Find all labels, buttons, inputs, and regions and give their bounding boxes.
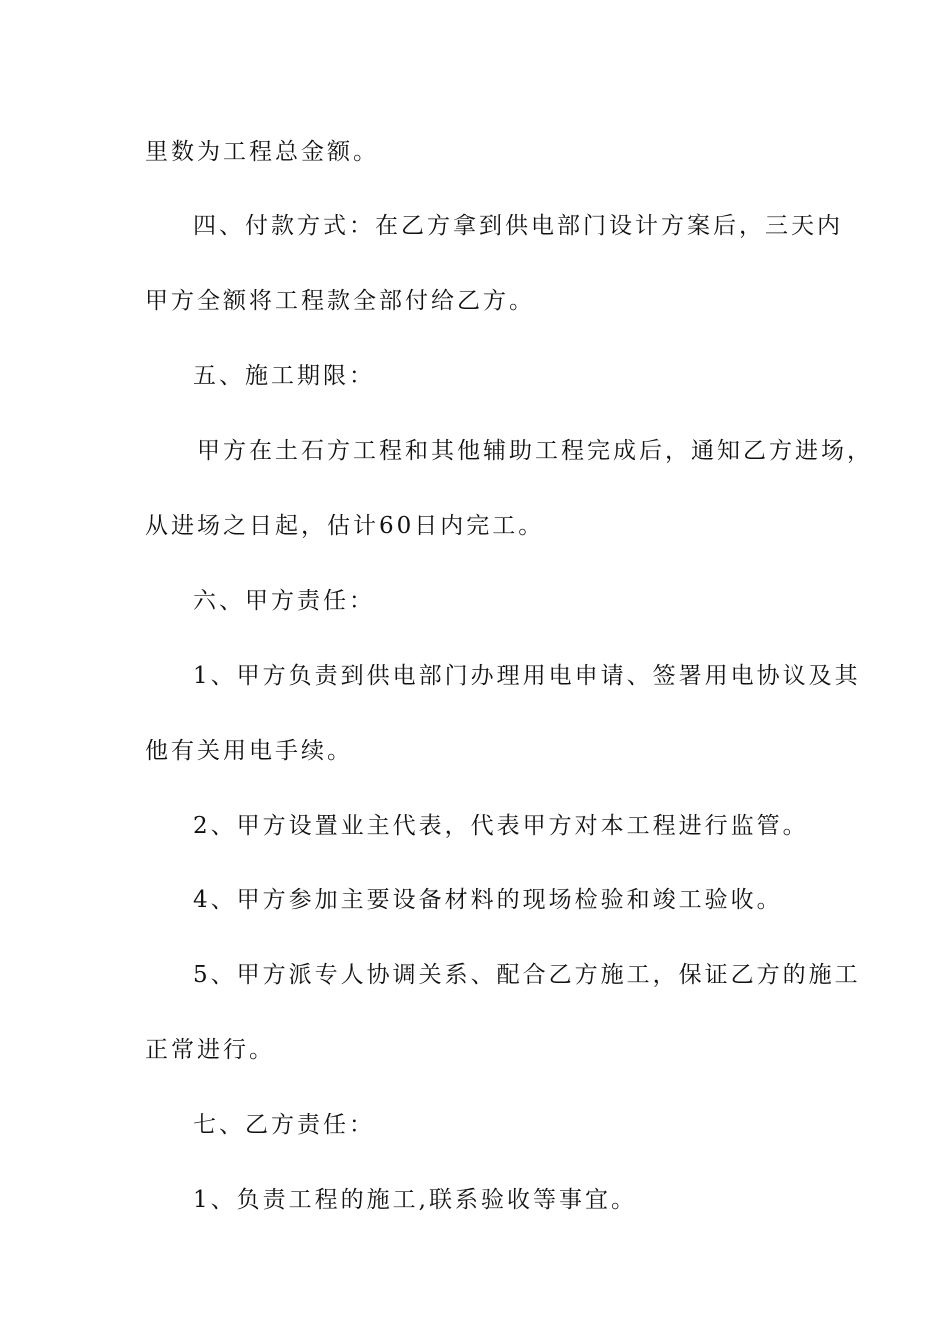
party-a-item-4: 4、甲方参加主要设备材料的现场检验和竣工验收。 <box>193 887 783 913</box>
party-b-item-1: 1、负责工程的施工,联系验收等事宜。 <box>193 1187 637 1213</box>
text-line-5: 甲方在土石方工程和其他辅助工程完成后，通知乙方进场， <box>197 438 873 464</box>
section-five-heading: 五、施工期限： <box>193 363 375 389</box>
party-a-item-1: 1、甲方负责到供电部门办理用电申请、签署用电协议及其 <box>193 663 861 689</box>
text-line-3: 甲方全额将工程款全部付给乙方。 <box>145 288 535 314</box>
section-seven-heading: 七、乙方责任： <box>193 1112 375 1138</box>
party-a-item-2: 2、甲方设置业主代表，代表甲方对本工程进行监管。 <box>193 813 809 839</box>
text-line-13: 正常进行。 <box>145 1037 275 1063</box>
text-line-1: 里数为工程总金额。 <box>145 139 379 165</box>
section-four-payment: 四、付款方式：在乙方拿到供电部门设计方案后，三天内 <box>193 213 843 239</box>
text-line-9: 他有关用电手续。 <box>145 738 353 764</box>
text-line-6: 从进场之日起，估计60日内完工。 <box>145 513 545 539</box>
party-a-item-5: 5、甲方派专人协调关系、配合乙方施工，保证乙方的施工 <box>193 962 861 988</box>
section-six-heading: 六、甲方责任： <box>193 588 375 614</box>
